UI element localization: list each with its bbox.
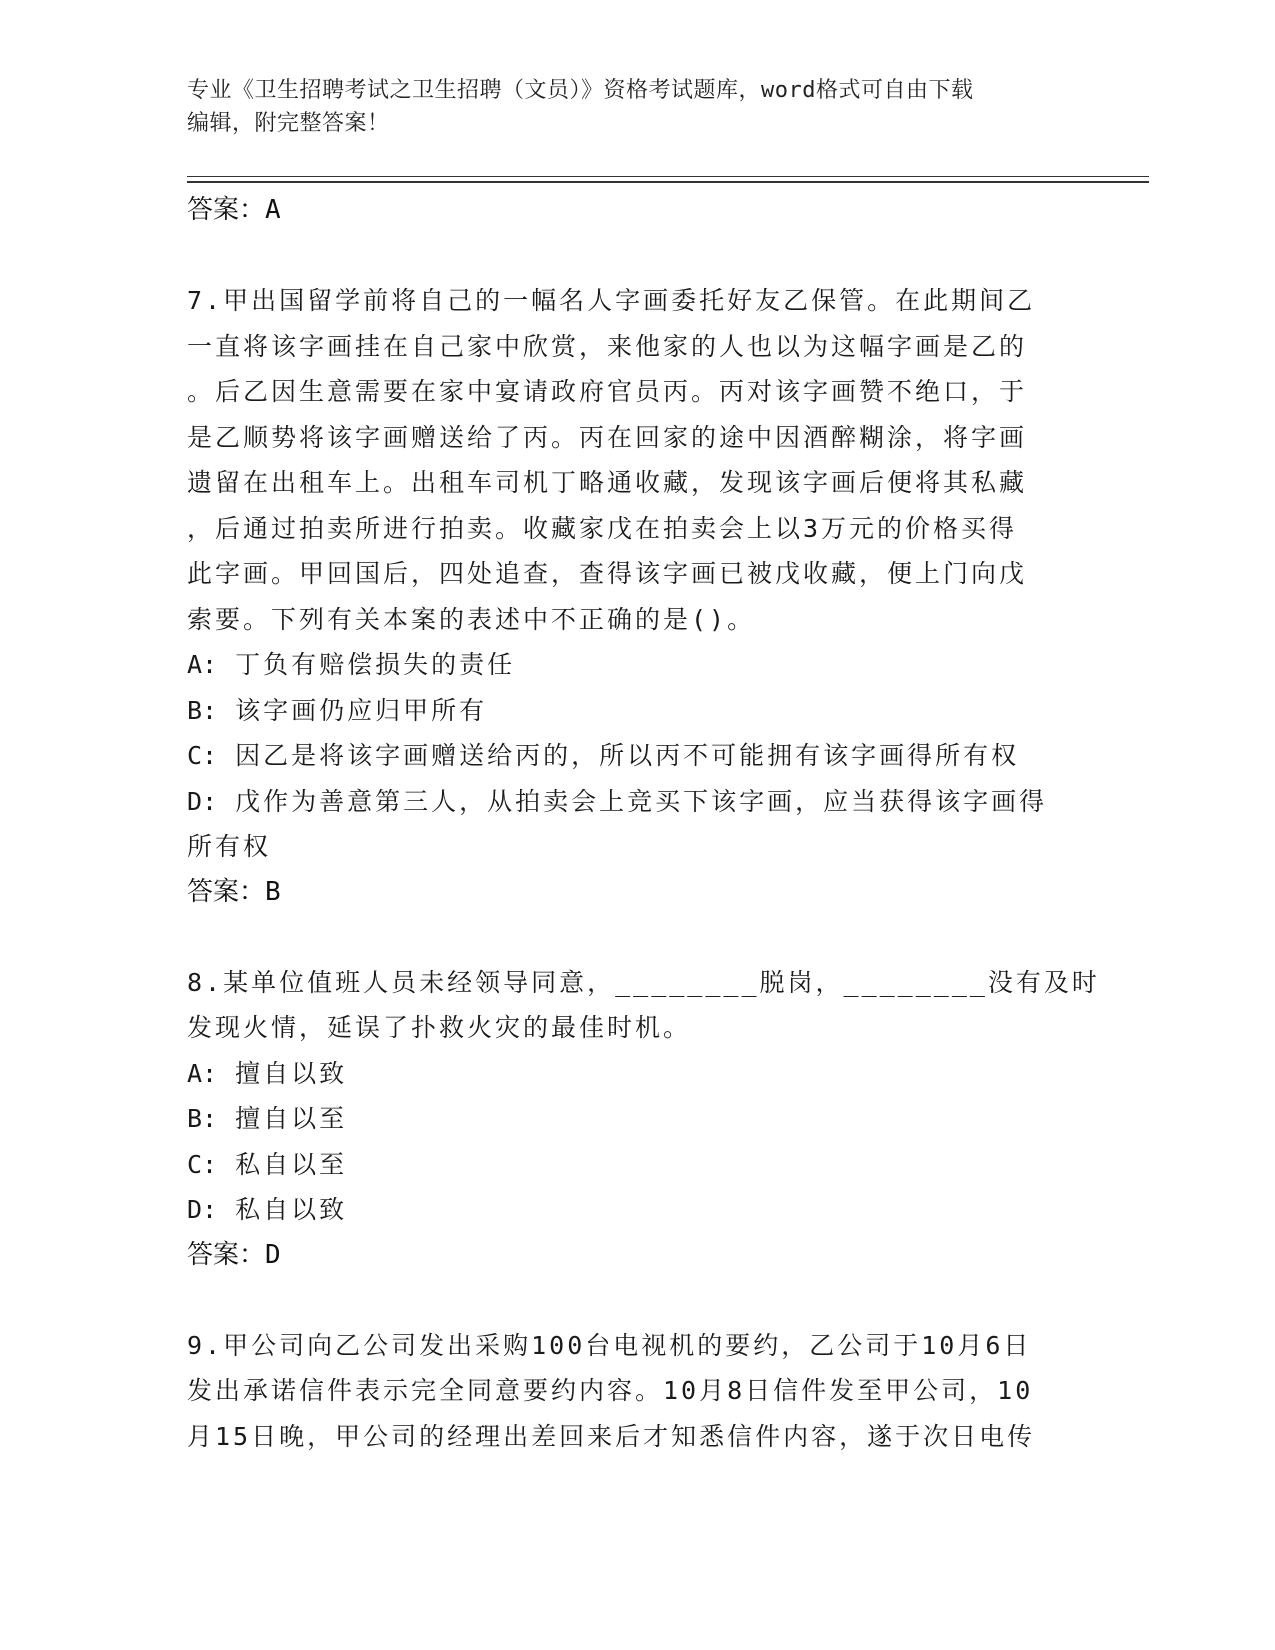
question-8 xyxy=(187,960,1100,1278)
option-text: 私自以致 xyxy=(235,1195,348,1224)
question-line: 7.甲出国留学前将自己的一幅名人字画委托好友乙保管。在此期间乙 xyxy=(187,286,1036,315)
option-label: A: xyxy=(187,650,218,679)
option-c xyxy=(187,1142,1087,1188)
option-text: 擅自以致 xyxy=(235,1058,348,1088)
answer-label: 答案： xyxy=(187,1239,266,1270)
question-line: 月15日晚，甲公司的经理出差回来后才知悉信件内容，遂于次日电传 xyxy=(187,1421,1036,1451)
question-line: 此字画。甲回国后，四处追查，查得该字画已被戊收藏，便上门向戊 xyxy=(187,559,1028,588)
question-line: 。后乙因生意需要在家中宴请政府官员丙。丙对该字画赞不绝口，于 xyxy=(187,377,1028,406)
option-b xyxy=(187,1096,1087,1142)
question-line: 发现火情，延误了扑救火灾的最佳时机。 xyxy=(187,1013,692,1042)
header-line-1: 专业《卫生招聘考试之卫生招聘（文员）》资格考试题库，word格式可自由下载 xyxy=(187,78,974,103)
question-text xyxy=(187,1323,1087,1460)
option-text-continued: 所有权 xyxy=(187,832,272,861)
option-label: B: xyxy=(187,695,218,725)
answer-previous xyxy=(187,188,1087,233)
option-label: A: xyxy=(187,1058,218,1088)
option-text: 戊作为善意第三人，从拍卖会上竞买下该字画，应当获得该字画得 xyxy=(235,786,1048,816)
option-text: 私自以至 xyxy=(235,1149,348,1179)
question-line: ，后通过拍卖所进行拍卖。收藏家戊在拍卖会上以3万元的价格买得 xyxy=(187,513,1018,543)
option-text: 因乙是将该字画赠送给丙的，所以丙不可能拥有该字画得所有权 xyxy=(235,741,1020,770)
answer-value: A xyxy=(265,195,281,225)
option-a xyxy=(187,1051,1087,1097)
question-line: 发出承诺信件表示完全同意要约内容。10月8日信件发至甲公司，10 xyxy=(187,1376,1034,1405)
spacer xyxy=(187,233,1087,278)
option-text: 丁负有赔偿损失的责任 xyxy=(235,650,516,679)
answer-value: B xyxy=(265,876,281,907)
option-label: D: xyxy=(187,1195,218,1224)
answer-label: 答案： xyxy=(187,195,266,225)
answer-value: D xyxy=(265,1239,281,1270)
option-label: D: xyxy=(187,786,218,816)
question-text xyxy=(187,278,1087,642)
answer-question-8 xyxy=(187,1233,1087,1278)
option-label: B: xyxy=(187,1104,218,1133)
header-divider-thin xyxy=(187,176,1149,177)
answer-label: 答案： xyxy=(187,876,266,907)
option-b xyxy=(187,688,1087,734)
question-content xyxy=(187,188,1100,1459)
option-a xyxy=(187,642,1087,688)
option-label: C: xyxy=(187,1149,218,1179)
option-d xyxy=(187,779,1087,870)
question-line: 遗留在出租车上。出租车司机丁略通收藏，发现该字画后便将其私藏 xyxy=(187,468,1028,497)
page-header xyxy=(187,74,1067,140)
option-d xyxy=(187,1187,1087,1233)
spacer xyxy=(187,915,1087,960)
question-9 xyxy=(187,1323,1087,1460)
option-text: 该字画仍应归甲所有 xyxy=(235,695,488,725)
question-7 xyxy=(187,278,1087,915)
question-line: 8.某单位值班人员未经领导同意，________脱岗，________没有及时 xyxy=(187,967,1100,997)
question-line: 是乙顺势将该字画赠送给了丙。丙在回家的途中因酒醉糊涂，将字画 xyxy=(187,422,1028,452)
question-line: 9.甲公司向乙公司发出采购100台电视机的要约，乙公司于10月6日 xyxy=(187,1330,1032,1360)
spacer xyxy=(187,1278,1087,1323)
option-label: C: xyxy=(187,741,218,770)
header-line-2: 编辑，附完整答案！ xyxy=(187,111,390,136)
question-line: 索要。下列有关本案的表述中不正确的是()。 xyxy=(187,604,756,634)
option-c xyxy=(187,733,1087,779)
question-line: 一直将该字画挂在自己家中欣赏，来他家的人也以为这幅字画是乙的 xyxy=(187,331,1028,361)
question-text xyxy=(187,960,1100,1051)
option-text: 擅自以至 xyxy=(235,1104,348,1133)
header-divider-thick xyxy=(187,181,1149,183)
answer-question-7 xyxy=(187,870,1087,915)
